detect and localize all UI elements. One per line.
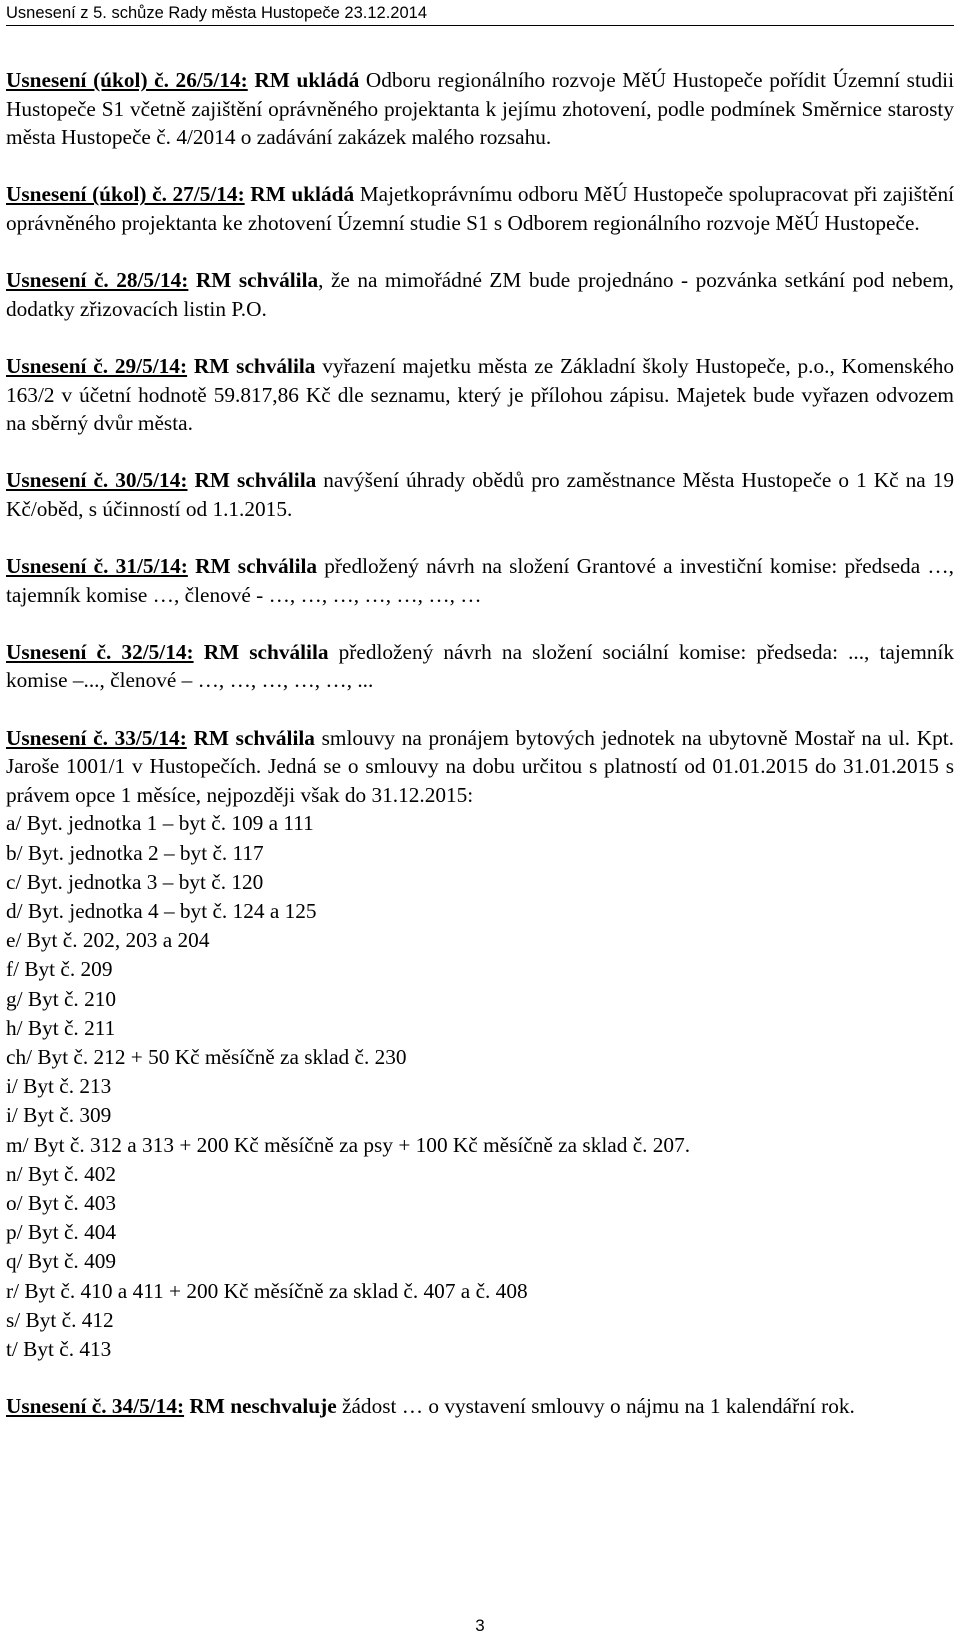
list-item: ch/ Byt č. 212 + 50 Kč měsíčně za sklad č. 230 bbox=[6, 1045, 407, 1070]
list-item: d/ Byt. jednotka 4 – byt č. 124 a 125 bbox=[6, 899, 317, 924]
resolution-verb: RM ukládá bbox=[250, 182, 355, 207]
page-number: 3 bbox=[475, 1616, 485, 1635]
resolution-verb: RM schválila bbox=[194, 468, 317, 493]
list-item: i/ Byt č. 309 bbox=[6, 1103, 112, 1128]
resolution-label: Usnesení č. 29/5/14: bbox=[6, 353, 188, 378]
list-item: h/ Byt č. 211 bbox=[6, 1015, 116, 1040]
resolution-label: Usnesení č. 28/5/14: bbox=[6, 268, 189, 293]
resolution-label: Usnesení č. 34/5/14: bbox=[6, 1394, 185, 1419]
list-item: t/ Byt č. 413 bbox=[6, 1337, 112, 1362]
list-item: s/ Byt č. 412 bbox=[6, 1307, 114, 1332]
list-item: o/ Byt č. 403 bbox=[6, 1191, 117, 1216]
resolution-30 bbox=[6, 466, 954, 523]
resolution-26 bbox=[6, 66, 954, 152]
list-item: n/ Byt č. 402 bbox=[6, 1161, 117, 1186]
document-body bbox=[6, 66, 954, 1449]
resolution-text: předložený návrh na složení sociální komise: předseda: ..., tajemník komise –..., členové – …, …, …, …, …, ... bbox=[6, 639, 954, 693]
resolution-label: Usnesení (úkol) č. 27/5/14: bbox=[6, 182, 245, 207]
resolution-verb: RM schválila bbox=[203, 639, 329, 664]
list-item: r/ Byt č. 410 a 411 + 200 Kč měsíčně za sklad č. 407 a č. 408 bbox=[6, 1278, 528, 1303]
resolution-label: Usnesení (úkol) č. 26/5/14: bbox=[6, 68, 248, 92]
resolution-text: vyřazení majetku města ze Základní školy Hustopeče, p.o., Komenského 163/2 v účetní hodnotě 59.817,86 Kč dle seznamu, který je přílohou zápisu. Majetek bude vyřazen odvozem na sběrný dvůr města. bbox=[6, 353, 954, 436]
resolution-text: smlouvy na pronájem bytových jednotek na ubytovně Mostař na ul. Kpt. Jaroše 1001/1 v Hustopečích. Jedná se o smlouvy na dobu určitou s platností od 01.01.2015 do 31.01.2015 s právem opce 1 měsíce, nejpozději však do 31.12.2015: bbox=[6, 725, 954, 807]
resolution-verb: RM schválila bbox=[195, 268, 319, 293]
resolution-verb: RM neschvaluje bbox=[189, 1394, 337, 1419]
resolution-verb: RM schválila bbox=[193, 725, 315, 750]
resolution-verb: RM schválila bbox=[193, 353, 316, 378]
resolution-text: , že na mimořádné ZM bude projednáno - pozvánka setkání pod nebem, dodatky zřizovacích listin P.O. bbox=[6, 268, 955, 321]
resolution-label: Usnesení č. 30/5/14: bbox=[6, 468, 188, 493]
resolution-28 bbox=[6, 266, 954, 323]
resolution-text: Odboru regionálního rozvoje MěÚ Hustopeče pořídit Územní studii Hustopeče S1 včetně zajištění oprávněného projektanta k jejímu zhotovení, podle podmínek Směrnice starosty města Hustopeče č. 4/2014 o zadávání zakázek malého rozsahu. bbox=[6, 68, 955, 150]
list-item: g/ Byt č. 210 bbox=[6, 986, 117, 1011]
list-item: a/ Byt. jednotka 1 – byt č. 109 a 111 bbox=[6, 811, 314, 836]
resolution-text: Majetkoprávnímu odboru MěÚ Hustopeče spolupracovat při zajištění oprávněného projektanta ke zhotovení Územní studie S1 s Odborem regionálního rozvoje MěÚ Hustopeče. bbox=[6, 182, 955, 235]
resolution-label: Usnesení č. 33/5/14: bbox=[6, 725, 187, 750]
resolution-verb: RM ukládá bbox=[254, 68, 360, 92]
resolution-text: předložený návrh na složení Grantové a investiční komise: předseda …, tajemník komise …, členové - …, …, …, …, …, …, … bbox=[6, 554, 954, 607]
list-item: p/ Byt č. 404 bbox=[6, 1220, 117, 1245]
list-item: c/ Byt. jednotka 3 – byt č. 120 bbox=[6, 869, 264, 894]
resolution-29 bbox=[6, 352, 954, 438]
list-item: q/ Byt č. 409 bbox=[6, 1249, 117, 1274]
resolution-34 bbox=[6, 1392, 954, 1421]
list-item: f/ Byt č. 209 bbox=[6, 957, 113, 982]
resolution-verb: RM schválila bbox=[195, 554, 318, 579]
page-header: Usnesení z 5. schůze Rady města Hustopeče 23.12.2014 bbox=[6, 4, 954, 26]
resolution-27 bbox=[6, 180, 954, 237]
list-item: m/ Byt č. 312 a 313 + 200 Kč měsíčně za psy + 100 Kč měsíčně za sklad č. 207. bbox=[6, 1132, 691, 1157]
resolution-31 bbox=[6, 552, 954, 609]
resolution-label: Usnesení č. 31/5/14: bbox=[6, 554, 188, 579]
list-item: b/ Byt. jednotka 2 – byt č. 117 bbox=[6, 840, 264, 865]
list-item: i/ Byt č. 213 bbox=[6, 1074, 112, 1099]
list-item: e/ Byt č. 202, 203 a 204 bbox=[6, 928, 210, 953]
apartment-list bbox=[6, 809, 954, 1364]
resolution-label: Usnesení č. 32/5/14: bbox=[6, 639, 194, 664]
resolution-text: navýšení úhrady obědů pro zaměstnance Města Hustopeče o 1 Kč na 19 Kč/oběd, s účinností od 1.1.2015. bbox=[6, 468, 954, 521]
resolution-text: žádost … o vystavení smlouvy o nájmu na 1 kalendářní rok. bbox=[336, 1394, 855, 1419]
resolution-32 bbox=[6, 638, 954, 695]
resolution-33 bbox=[6, 724, 954, 810]
